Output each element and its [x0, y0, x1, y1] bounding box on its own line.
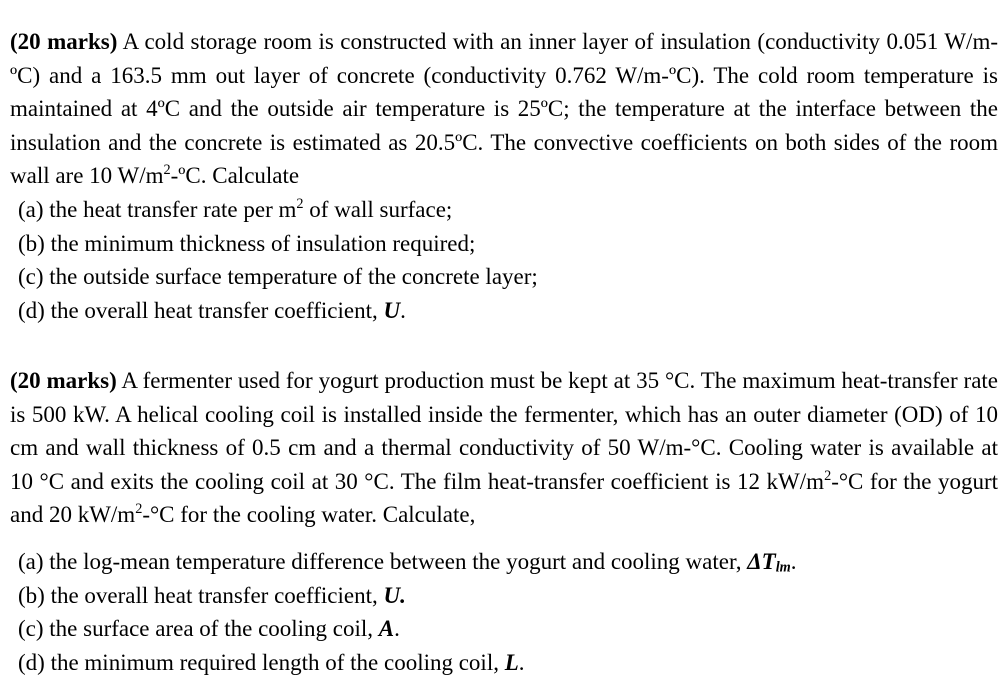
- question-1-intro: A cold storage room is constructed with an inner layer of insulation (conductivity 0.051 W/m-ºC) and a 163.5 mm out layer of concrete (conductivity 0.762 W/m-ºC). The cold room temperature is maintained at 4ºC and the outside air temperature is 25ºC; the temperature at the interface between the insulation and the concrete is estimated as 20.5ºC. The convective coefficients on both sides of the room wall are 10 W/m: [10, 29, 998, 189]
- part-b: [18, 579, 998, 613]
- symbol-a: A: [378, 616, 395, 642]
- question-2-intro-end: -°C for the cooling water. Calculate,: [142, 502, 476, 528]
- question-2-marks: (20 marks): [10, 368, 117, 393]
- part-d-text-end: .: [518, 649, 525, 675]
- part-c: [18, 612, 998, 646]
- exponent: 2: [296, 196, 304, 213]
- question-2-parts: [8, 545, 998, 679]
- question-1-parts: [8, 193, 998, 327]
- part-b-text: (b) the minimum thickness of insulation required;: [18, 230, 476, 256]
- part-a-text: (a) the heat transfer rate per m: [18, 196, 297, 222]
- part-a-text-end: .: [790, 548, 797, 574]
- part-a: [18, 545, 998, 579]
- question-1: [8, 25, 998, 327]
- part-d-text-end: .: [400, 297, 406, 323]
- part-a-text-end: of wall surface;: [303, 196, 453, 222]
- subscript-lm: lm: [775, 559, 791, 576]
- question-2: [8, 364, 998, 679]
- part-d-text: (d) the overall heat transfer coefficient,: [18, 297, 384, 323]
- question-2-intro: A fermenter used for yogurt production must be kept at 35 °C. The maximum heat-transfer rate is 500 kW. A helical cooling coil is installed inside the fermenter, which has an outer diameter (OD) of 10 cm and wall thickness of 0.5 cm and a thermal conductivity of 50 W/m-°C. Cooling water is available at 10 °C and exits the cooling coil at 30 °C. The film heat-transfer coefficient is 12 kW/m: [10, 368, 998, 494]
- symbol-delta-t: ΔT: [747, 548, 776, 574]
- part-d-text: (d) the minimum required length of the cooling coil,: [18, 649, 505, 675]
- part-b-text: (b) the overall heat transfer coefficient,: [18, 582, 384, 608]
- question-2-intro-mid: -°C for the yogurt and 20 kW/m: [10, 468, 998, 528]
- exponent: 2: [824, 467, 832, 484]
- part-c-text-end: .: [394, 616, 400, 642]
- symbol-u: U.: [383, 582, 406, 608]
- exponent: 2: [135, 501, 143, 518]
- exponent: 2: [163, 162, 171, 179]
- part-a: [18, 193, 998, 227]
- question-1-text: [8, 25, 998, 193]
- symbol-l: L: [504, 649, 519, 675]
- part-c: [18, 260, 998, 294]
- part-c-text: (c) the surface area of the cooling coil,: [18, 616, 379, 642]
- question-1-marks: (20 marks): [10, 29, 118, 54]
- part-d: [18, 646, 998, 680]
- part-b: [18, 227, 998, 261]
- symbol-u: U: [383, 297, 401, 323]
- part-d: [18, 294, 998, 328]
- part-c-text: (c) the outside surface temperature of the concrete layer;: [18, 264, 538, 290]
- question-2-text: [8, 364, 998, 532]
- question-1-intro-end: -ºC. Calculate: [170, 163, 300, 189]
- part-a-text: (a) the log-mean temperature difference between the yogurt and cooling water,: [18, 548, 748, 574]
